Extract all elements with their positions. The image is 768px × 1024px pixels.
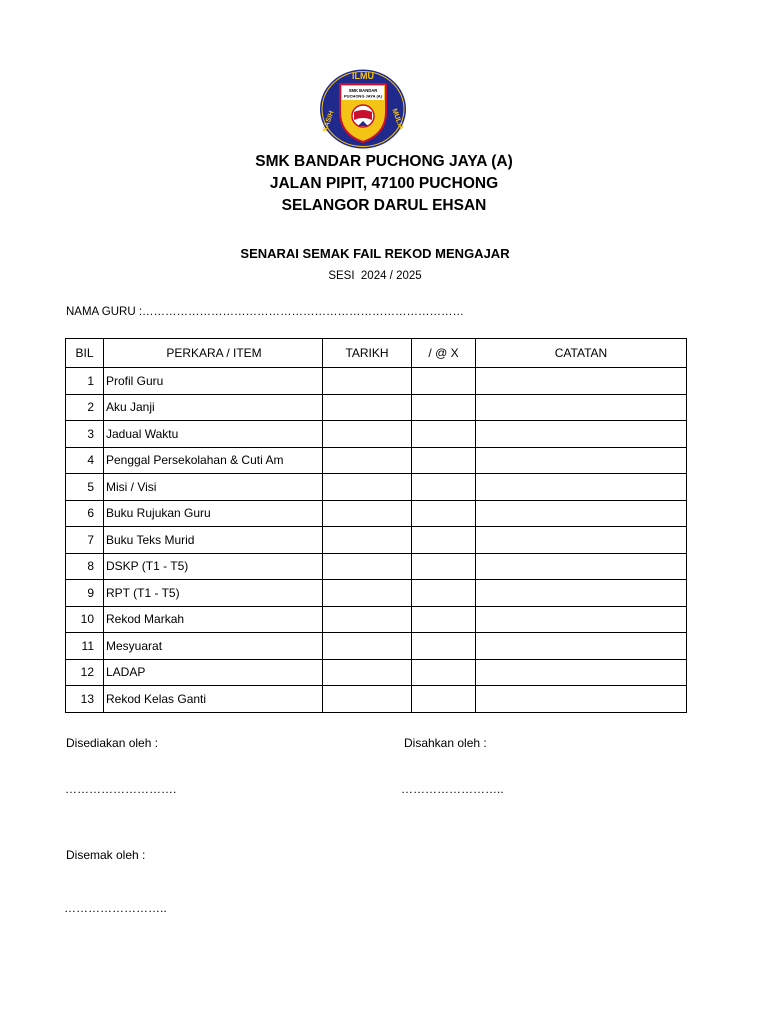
header-catatan: CATATAN [476, 339, 687, 368]
tarikh-cell[interactable] [323, 421, 412, 448]
approved-by-label: Disahkan oleh : [404, 736, 487, 750]
svg-text:ILMU: ILMU [352, 71, 374, 81]
row-item: LADAP [104, 659, 323, 686]
table-row [66, 633, 687, 660]
catatan-cell[interactable] [476, 447, 687, 474]
row-item: Rekod Kelas Ganti [104, 686, 323, 713]
school-logo [318, 68, 408, 150]
catatan-cell[interactable] [476, 500, 687, 527]
catatan-cell[interactable] [476, 659, 687, 686]
checked-by-label: Disemak oleh : [66, 848, 146, 862]
svg-text:SMK BANDAR: SMK BANDAR [348, 88, 378, 93]
row-item: Buku Rujukan Guru [104, 500, 323, 527]
tarikh-cell[interactable] [323, 659, 412, 686]
catatan-cell[interactable] [476, 527, 687, 554]
tick-cell[interactable] [412, 447, 476, 474]
tick-cell[interactable] [412, 394, 476, 421]
row-number: 5 [66, 474, 104, 501]
school-address-state: SELANGOR DARUL EHSAN [281, 197, 487, 214]
svg-text:MULIA: MULIA [390, 107, 405, 132]
tick-cell[interactable] [412, 633, 476, 660]
row-number: 1 [66, 368, 104, 395]
row-item: Profil Guru [104, 368, 323, 395]
catatan-cell[interactable] [476, 553, 687, 580]
tarikh-cell[interactable] [323, 500, 412, 527]
tick-cell[interactable] [412, 527, 476, 554]
prepared-by-signature-line[interactable]: ………………………. [65, 782, 177, 796]
school-address-street: JALAN PIPIT, 47100 PUCHONG [269, 175, 499, 192]
prepared-by-label: Disediakan oleh : [66, 736, 159, 750]
tick-cell[interactable] [412, 686, 476, 713]
table-row [66, 368, 687, 395]
catatan-cell[interactable] [476, 686, 687, 713]
row-number: 13 [66, 686, 104, 713]
table-row [66, 659, 687, 686]
row-number: 4 [66, 447, 104, 474]
header-item: PERKARA / ITEM [104, 339, 323, 368]
tarikh-cell[interactable] [323, 394, 412, 421]
header-tick: / @ X [412, 339, 476, 368]
checked-by-signature-line[interactable]: …………………….. [64, 901, 167, 915]
row-number: 10 [66, 606, 104, 633]
catatan-cell[interactable] [476, 474, 687, 501]
table-row [66, 553, 687, 580]
approved-by-signature-line[interactable]: …………………….. [401, 782, 504, 796]
row-number: 11 [66, 633, 104, 660]
catatan-cell[interactable] [476, 580, 687, 607]
catatan-cell[interactable] [476, 606, 687, 633]
table-row [66, 686, 687, 713]
table-row [66, 474, 687, 501]
tick-cell[interactable] [412, 368, 476, 395]
table-row [66, 421, 687, 448]
row-item: RPT (T1 - T5) [104, 580, 323, 607]
table-row [66, 500, 687, 527]
row-number: 7 [66, 527, 104, 554]
row-item: Aku Janji [104, 394, 323, 421]
row-item: Rekod Markah [104, 606, 323, 633]
row-item: Penggal Persekolahan & Cuti Am [104, 447, 323, 474]
svg-text:KASIH: KASIH [321, 110, 336, 133]
row-number: 9 [66, 580, 104, 607]
catatan-cell[interactable] [476, 633, 687, 660]
school-name: SMK BANDAR PUCHONG JAYA (A) [255, 153, 513, 170]
table-row [66, 394, 687, 421]
tick-cell[interactable] [412, 553, 476, 580]
table-row [66, 580, 687, 607]
tarikh-cell[interactable] [323, 633, 412, 660]
tick-cell[interactable] [412, 659, 476, 686]
svg-text:PUCHONG JAYA (A): PUCHONG JAYA (A) [343, 93, 383, 99]
table-header-row [66, 339, 687, 368]
row-item: Jadual Waktu [104, 421, 323, 448]
table-row [66, 606, 687, 633]
tick-cell[interactable] [412, 606, 476, 633]
teacher-name-field[interactable]: NAMA GURU :………………………………………………………………………… [66, 306, 465, 318]
tarikh-cell[interactable] [323, 686, 412, 713]
header-bil: BIL [66, 339, 104, 368]
tarikh-cell[interactable] [323, 368, 412, 395]
catatan-cell[interactable] [476, 394, 687, 421]
row-number: 8 [66, 553, 104, 580]
table-row [66, 527, 687, 554]
row-number: 3 [66, 421, 104, 448]
row-item: Misi / Visi [104, 474, 323, 501]
tick-cell[interactable] [412, 580, 476, 607]
tarikh-cell[interactable] [323, 606, 412, 633]
table-row [66, 447, 687, 474]
checklist-table [65, 338, 687, 713]
tick-cell[interactable] [412, 474, 476, 501]
catatan-cell[interactable] [476, 421, 687, 448]
tarikh-cell[interactable] [323, 580, 412, 607]
row-item: DSKP (T1 - T5) [104, 553, 323, 580]
row-item: Buku Teks Murid [104, 527, 323, 554]
tarikh-cell[interactable] [323, 527, 412, 554]
row-number: 12 [66, 659, 104, 686]
tick-cell[interactable] [412, 500, 476, 527]
row-number: 6 [66, 500, 104, 527]
row-number: 2 [66, 394, 104, 421]
tarikh-cell[interactable] [323, 474, 412, 501]
form-title: SENARAI SEMAK FAIL REKOD MENGAJAR [240, 246, 510, 261]
tarikh-cell[interactable] [323, 447, 412, 474]
tick-cell[interactable] [412, 421, 476, 448]
session-label: SESI 2024 / 2025 [328, 270, 422, 282]
row-item: Mesyuarat [104, 633, 323, 660]
catatan-cell[interactable] [476, 368, 687, 395]
header-tarikh: TARIKH [323, 339, 412, 368]
tarikh-cell[interactable] [323, 553, 412, 580]
